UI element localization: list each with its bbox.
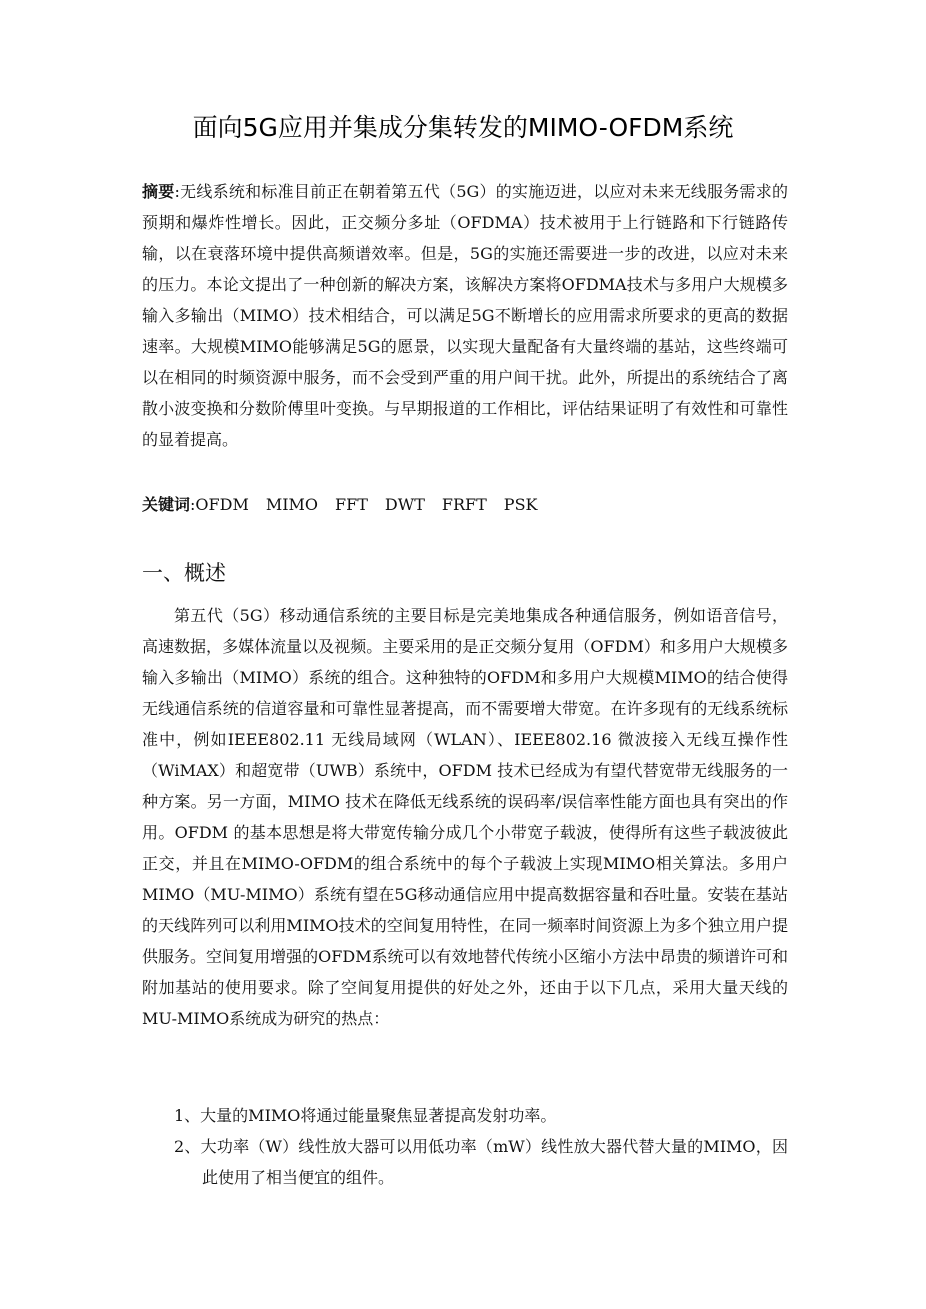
keywords-label-separator: : [190, 495, 196, 514]
abstract-label-separator: : [174, 182, 180, 201]
abstract-label: 摘要 [142, 182, 175, 201]
paper-title: 面向5G应用并集成分集转发的MIMO-OFDM系统 [192, 113, 734, 142]
abstract-text: 无线系统和标准目前正在朝着第五代（5G）的实施迈进，以应对未来无线服务需求的预期和爆炸性增长。因此，正交频分多址（OFDMA）技术被用于上行链路和下行链路传输，以在衰落环境中提供高频谱效率。但是，5G的实施还需要进一步的改进，以应对未来的压力。本论文提出了一种创新的解决方案，该解决方案将OFDMA技术与多用户大规模多输入多输出（MIMO）技术相结合，可以满足5G不断增长的应用需求所要求的更高的数据速率。大规模MIMO能够满足5G的愿景，以实现大量配备有大量终端的基站，这些终端可以在相同的时频资源中服务，而不会受到严重的用户间干扰。此外，所提出的系统结合了离散小波变换和分数阶傅里叶变换。与早期报道的工作相比，评估结果证明了有效性和可靠性的显着提高。 [142, 182, 788, 449]
list-item: 2、大功率（W）线性放大器可以用低功率（mW）线性放大器代替大量的MIMO，因此使用了相当便宜的组件。 [174, 1137, 788, 1187]
keyword: FFT [335, 495, 368, 514]
list-item: 1、大量的MIMO将通过能量聚焦显著提高发射功率。 [174, 1106, 557, 1125]
keywords-label: 关键词 [142, 495, 191, 514]
keyword: PSK [503, 495, 538, 514]
keyword: FRFT [441, 495, 487, 514]
keyword: OFDM [195, 495, 249, 514]
keywords [142, 489, 788, 520]
numbered-list [142, 1100, 788, 1193]
keyword: MIMO [265, 495, 319, 514]
section-heading: 一、概述 [142, 561, 226, 585]
abstract [142, 176, 788, 455]
body-paragraph: 第五代（5G）移动通信系统的主要目标是完美地集成各种通信服务，例如语音信号，高速数据，多媒体流量以及视频。主要采用的是正交频分复用（OFDM）和多用户大规模多输入多输出（MIMO）系统的组合。这种独特的OFDM和多用户大规模MIMO的结合使得无线通信系统的信道容量和可靠性显著提高，而不需要增大带宽。在许多现有的无线系统标准中，例如IEEE802.11 无线局域网（WLAN）、IEEE802.16 微波接入无线互操作性（WiMAX）和超宽带（UWB）系统中，OFDM 技术已经成为有望代替宽带无线服务的一种方案。另一方面，MIMO 技术在降低无线系统的误码率/误信率性能方面也具有突出的作用。OFDM 的基本思想是将大带宽传输分成几个小带宽子载波，使得所有这些子载波彼此正交，并且在MIMO-OFDM的组合系统中的每个子载波上实现MIMO相关算法。多用户MIMO（MU-MIMO）系统有望在5G移动通信应用中提高数据容量和吞吐量。安装在基站的天线阵列可以利用MIMO技术的空间复用特性，在同一频率时间资源上为多个独立用户提供服务。空间复用增强的OFDM系统可以有效地替代传统小区缩小方法中昂贵的频谱许可和附加基站的使用要求。除了空间复用提供的好处之外，还由于以下几点，采用大量天线的MU-MIMO系统成为研究的热点： [142, 606, 788, 1028]
keyword: DWT [384, 495, 425, 514]
